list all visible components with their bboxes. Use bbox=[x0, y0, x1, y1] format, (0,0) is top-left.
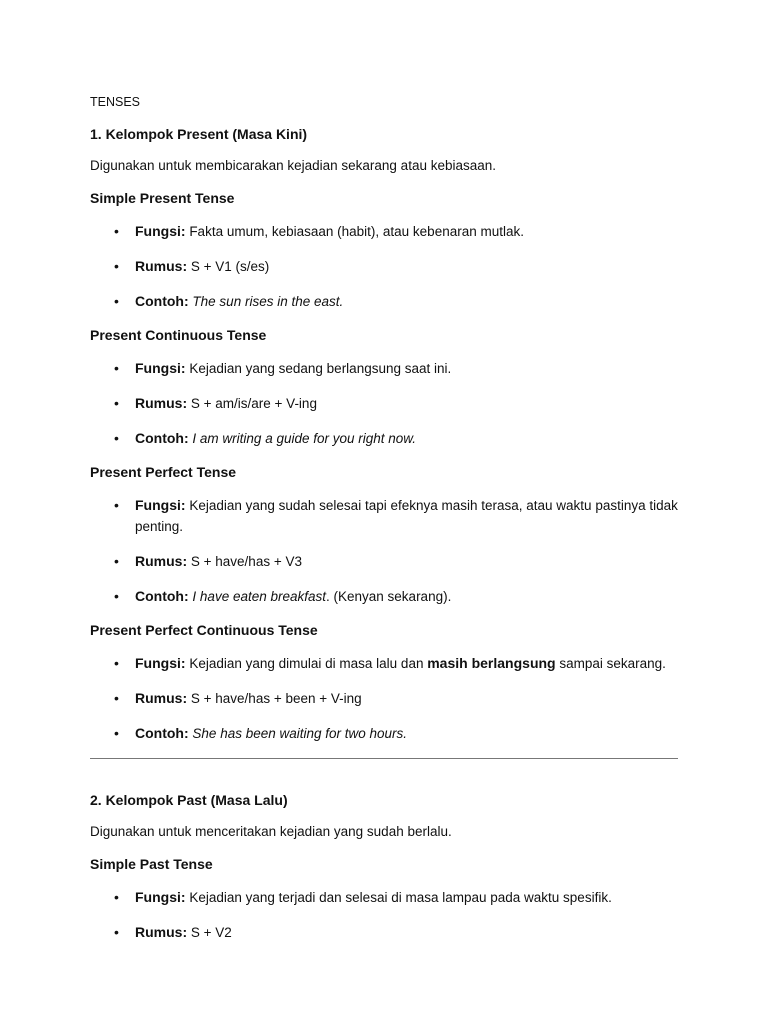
list-item bbox=[90, 586, 678, 607]
contoh-label: Contoh: bbox=[135, 430, 189, 446]
bullet: • bbox=[114, 258, 119, 274]
bullet: • bbox=[114, 395, 119, 411]
section-present-title: 1. Kelompok Present (Masa Kini) bbox=[90, 126, 308, 142]
section-divider bbox=[90, 758, 678, 759]
present-continuous-title: Present Continuous Tense bbox=[90, 327, 267, 343]
fungsi-label: Fungsi: bbox=[135, 223, 186, 239]
contoh-text: I am writing a guide for you right now. bbox=[192, 431, 417, 446]
fungsi-text-end: sampai sekarang. bbox=[559, 656, 666, 671]
contoh-label: Contoh: bbox=[135, 725, 189, 741]
fungsi-text: Kejadian yang terjadi dan selesai di masa lampau pada waktu spesifik. bbox=[189, 890, 612, 905]
list-item bbox=[90, 358, 678, 379]
list-item bbox=[90, 221, 678, 242]
list-item bbox=[90, 688, 678, 709]
present-perfect-list bbox=[90, 495, 678, 607]
document-title: TENSES bbox=[90, 95, 141, 109]
rumus-text: S + have/has + been + V-ing bbox=[190, 691, 362, 706]
section-present-intro: Digunakan untuk membicarakan kejadian sekarang atau kebiasaan. bbox=[90, 158, 497, 173]
bullet: • bbox=[114, 553, 119, 569]
contoh-text: She has been waiting for two hours. bbox=[192, 726, 408, 741]
fungsi-label: Fungsi: bbox=[135, 655, 186, 671]
bullet: • bbox=[114, 223, 119, 239]
list-item bbox=[90, 428, 678, 449]
present-continuous-list bbox=[90, 358, 678, 449]
bullet: • bbox=[114, 889, 119, 905]
present-perfect-title: Present Perfect Tense bbox=[90, 464, 237, 480]
list-item bbox=[90, 723, 678, 744]
fungsi-label: Fungsi: bbox=[135, 497, 186, 513]
bullet: • bbox=[114, 360, 119, 376]
list-item bbox=[90, 922, 678, 943]
rumus-label: Rumus: bbox=[135, 553, 188, 569]
bullet: • bbox=[114, 430, 119, 446]
bullet: • bbox=[114, 924, 119, 940]
fungsi-label: Fungsi: bbox=[135, 360, 186, 376]
fungsi-text: Kejadian yang sedang berlangsung saat ini. bbox=[189, 361, 452, 376]
simple-past-list bbox=[90, 887, 678, 943]
present-perfect-continuous-title: Present Perfect Continuous Tense bbox=[90, 622, 318, 638]
bullet: • bbox=[114, 293, 119, 309]
section-past-intro: Digunakan untuk menceritakan kejadian yang sudah berlalu. bbox=[90, 824, 452, 839]
rumus-text: S + have/has + V3 bbox=[190, 554, 302, 569]
rumus-label: Rumus: bbox=[135, 258, 188, 274]
document-page bbox=[90, 94, 678, 943]
fungsi-text: Fakta umum, kebiasaan (habit), atau kebenaran mutlak. bbox=[189, 224, 524, 239]
list-item bbox=[90, 495, 678, 537]
rumus-label: Rumus: bbox=[135, 924, 188, 940]
section-past-title: 2. Kelompok Past (Masa Lalu) bbox=[90, 792, 288, 808]
bullet: • bbox=[114, 725, 119, 741]
bullet: • bbox=[114, 497, 119, 513]
contoh-text: I have eaten breakfast bbox=[192, 589, 327, 604]
list-item bbox=[90, 256, 678, 277]
bullet: • bbox=[114, 655, 119, 671]
fungsi-text: Kejadian yang sudah selesai tapi efeknya masih terasa, atau waktu pastinya tidak penting. bbox=[135, 498, 678, 534]
fungsi-text: Kejadian yang dimulai di masa lalu dan bbox=[189, 656, 424, 671]
rumus-label: Rumus: bbox=[135, 690, 188, 706]
simple-past-title: Simple Past Tense bbox=[90, 856, 213, 872]
contoh-label: Contoh: bbox=[135, 588, 189, 604]
list-item bbox=[90, 887, 678, 908]
list-item bbox=[90, 393, 678, 414]
contoh-note: . (Kenyan sekarang). bbox=[326, 589, 452, 604]
bullet: • bbox=[114, 690, 119, 706]
fungsi-label: Fungsi: bbox=[135, 889, 186, 905]
list-item bbox=[90, 653, 678, 674]
bullet: • bbox=[114, 588, 119, 604]
rumus-label: Rumus: bbox=[135, 395, 188, 411]
fungsi-emphasis: masih berlangsung bbox=[427, 655, 556, 671]
list-item bbox=[90, 551, 678, 572]
rumus-text: S + V2 bbox=[190, 925, 232, 940]
rumus-text: S + V1 (s/es) bbox=[190, 259, 270, 274]
rumus-text: S + am/is/are + V-ing bbox=[190, 396, 317, 411]
simple-present-list bbox=[90, 221, 678, 312]
list-item bbox=[90, 291, 678, 312]
contoh-text: The sun rises in the east. bbox=[192, 294, 344, 309]
simple-present-title: Simple Present Tense bbox=[90, 190, 235, 206]
present-perfect-continuous-list bbox=[90, 653, 678, 744]
contoh-label: Contoh: bbox=[135, 293, 189, 309]
